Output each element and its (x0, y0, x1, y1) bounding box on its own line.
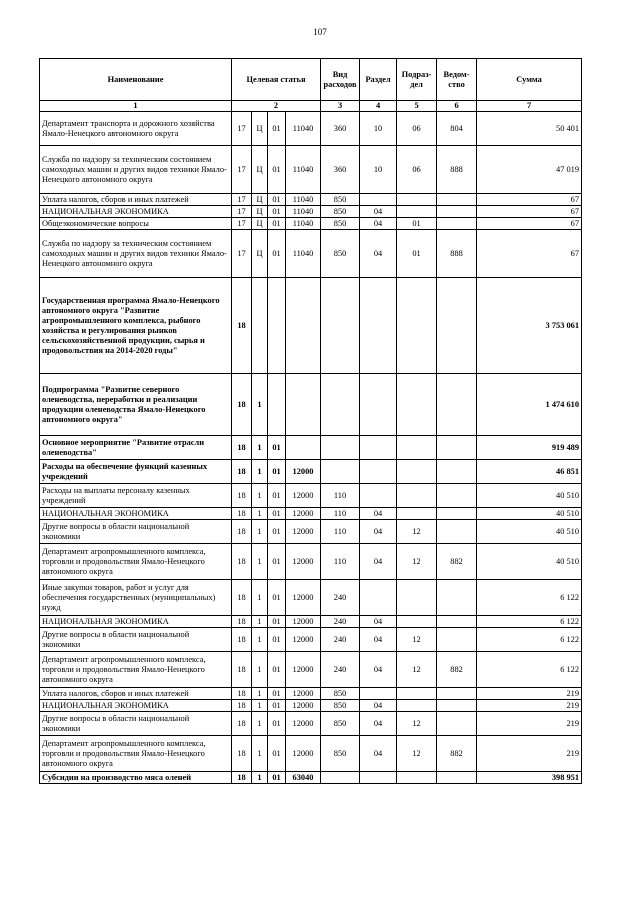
index-cell: 4 (360, 101, 397, 112)
cell-vedomstvo (437, 712, 477, 736)
table-row (40, 230, 582, 278)
cell-b: Ц (252, 206, 268, 218)
cell-vedomstvo: 888 (437, 230, 477, 278)
cell-c: 01 (268, 688, 286, 700)
table-row (40, 146, 582, 194)
cell-d: 12000 (286, 544, 321, 580)
cell-summa: 50 401 (477, 112, 582, 146)
cell-podrazdel (397, 436, 437, 460)
cell-razdel: 04 (360, 218, 397, 230)
cell-d: 11040 (286, 230, 321, 278)
cell-a: 17 (232, 230, 252, 278)
cell-vid: 850 (321, 736, 360, 772)
cell-c (268, 374, 286, 436)
cell-vid: 850 (321, 218, 360, 230)
cell-vedomstvo (437, 508, 477, 520)
cell-razdel (360, 484, 397, 508)
cell-vedomstvo (437, 218, 477, 230)
table-row (40, 712, 582, 736)
cell-name: Другие вопросы в области национальной экономики (40, 712, 232, 736)
cell-podrazdel: 06 (397, 146, 437, 194)
cell-c: 01 (268, 194, 286, 206)
table-row (40, 772, 582, 784)
cell-name: НАЦИОНАЛЬНАЯ ЭКОНОМИКА (40, 206, 232, 218)
header-target: Целевая статья (232, 59, 321, 101)
cell-podrazdel: 12 (397, 520, 437, 544)
table-row (40, 544, 582, 580)
table-row (40, 218, 582, 230)
cell-podrazdel (397, 688, 437, 700)
cell-vedomstvo (437, 484, 477, 508)
table-row (40, 700, 582, 712)
cell-b: 1 (252, 580, 268, 616)
cell-a: 18 (232, 616, 252, 628)
table-row (40, 374, 582, 436)
cell-razdel: 04 (360, 520, 397, 544)
cell-b: 1 (252, 700, 268, 712)
cell-d: 11040 (286, 112, 321, 146)
cell-c: 01 (268, 112, 286, 146)
cell-summa: 6 122 (477, 652, 582, 688)
cell-podrazdel (397, 580, 437, 616)
cell-vedomstvo (437, 700, 477, 712)
cell-vedomstvo (437, 278, 477, 374)
cell-a: 18 (232, 652, 252, 688)
cell-vedomstvo (437, 374, 477, 436)
cell-c: 01 (268, 772, 286, 784)
cell-c: 01 (268, 628, 286, 652)
cell-razdel: 04 (360, 736, 397, 772)
cell-podrazdel: 12 (397, 628, 437, 652)
cell-podrazdel (397, 194, 437, 206)
cell-c: 01 (268, 484, 286, 508)
cell-b: Ц (252, 146, 268, 194)
cell-name: НАЦИОНАЛЬНАЯ ЭКОНОМИКА (40, 508, 232, 520)
cell-a: 18 (232, 520, 252, 544)
cell-podrazdel: 12 (397, 712, 437, 736)
cell-b: 1 (252, 460, 268, 484)
cell-c: 01 (268, 436, 286, 460)
cell-summa: 398 951 (477, 772, 582, 784)
table-row (40, 616, 582, 628)
cell-vid (321, 374, 360, 436)
cell-summa: 6 122 (477, 616, 582, 628)
index-cell: 6 (437, 101, 477, 112)
header-name: Наименование (40, 59, 232, 101)
cell-c: 01 (268, 700, 286, 712)
cell-a: 18 (232, 628, 252, 652)
cell-podrazdel: 12 (397, 652, 437, 688)
cell-name: Расходы на выплаты персоналу казенных учреждений (40, 484, 232, 508)
cell-d: 12000 (286, 484, 321, 508)
cell-b: 1 (252, 484, 268, 508)
cell-c: 01 (268, 508, 286, 520)
cell-name: Расходы на обеспечение функций казенных учреждений (40, 460, 232, 484)
cell-a: 17 (232, 146, 252, 194)
cell-a: 18 (232, 544, 252, 580)
cell-vid: 110 (321, 508, 360, 520)
index-cell: 1 (40, 101, 232, 112)
cell-d: 12000 (286, 712, 321, 736)
cell-d: 12000 (286, 580, 321, 616)
cell-d: 12000 (286, 628, 321, 652)
cell-razdel: 04 (360, 628, 397, 652)
cell-name: Основное мероприятие "Развитие отрасли оленеводства" (40, 436, 232, 460)
cell-name: Иные закупки товаров, работ и услуг для обеспечения государственных (муниципальных) нужд (40, 580, 232, 616)
table-row (40, 112, 582, 146)
header-amount: Сумма (477, 59, 582, 101)
cell-summa: 46 851 (477, 460, 582, 484)
cell-name: НАЦИОНАЛЬНАЯ ЭКОНОМИКА (40, 616, 232, 628)
cell-razdel (360, 772, 397, 784)
cell-summa: 67 (477, 230, 582, 278)
cell-b: Ц (252, 112, 268, 146)
cell-name: Департамент агропромышленного комплекса, торговли и продовольствия Ямало-Ненецкого автономного округа (40, 736, 232, 772)
cell-b: 1 (252, 508, 268, 520)
cell-razdel (360, 436, 397, 460)
index-row (40, 101, 582, 112)
cell-podrazdel: 01 (397, 218, 437, 230)
cell-d: 12000 (286, 652, 321, 688)
cell-d: 12000 (286, 616, 321, 628)
header-section: Раздел (360, 59, 397, 101)
cell-name: Служба по надзору за техническим состоянием самоходных машин и других видов техники Ямало-Ненецкого автономного округа (40, 146, 232, 194)
table-row (40, 484, 582, 508)
cell-razdel (360, 460, 397, 484)
cell-d: 12000 (286, 688, 321, 700)
cell-name: Уплата налогов, сборов и иных платежей (40, 194, 232, 206)
cell-c: 01 (268, 712, 286, 736)
cell-a: 18 (232, 484, 252, 508)
cell-podrazdel (397, 206, 437, 218)
cell-d: 11040 (286, 206, 321, 218)
table-row (40, 206, 582, 218)
cell-c: 01 (268, 616, 286, 628)
cell-vid: 850 (321, 700, 360, 712)
cell-b: Ц (252, 194, 268, 206)
cell-d (286, 436, 321, 460)
table-row (40, 194, 582, 206)
cell-d: 12000 (286, 508, 321, 520)
cell-podrazdel: 12 (397, 736, 437, 772)
cell-d: 63040 (286, 772, 321, 784)
cell-b: 1 (252, 616, 268, 628)
cell-name: Субсидии на производство мяса оленей (40, 772, 232, 784)
cell-summa: 40 510 (477, 544, 582, 580)
cell-d: 12000 (286, 736, 321, 772)
cell-a: 18 (232, 688, 252, 700)
cell-vid: 850 (321, 712, 360, 736)
cell-summa: 1 474 610 (477, 374, 582, 436)
cell-razdel: 04 (360, 652, 397, 688)
header-row (40, 59, 582, 101)
table-row (40, 736, 582, 772)
cell-podrazdel (397, 374, 437, 436)
cell-b: 1 (252, 772, 268, 784)
cell-vedomstvo (437, 688, 477, 700)
cell-vid: 240 (321, 580, 360, 616)
table-row (40, 652, 582, 688)
table-row (40, 436, 582, 460)
cell-vedomstvo (437, 580, 477, 616)
header-subsection: Подраз-дел (397, 59, 437, 101)
cell-c: 01 (268, 230, 286, 278)
cell-vedomstvo (437, 460, 477, 484)
cell-vedomstvo (437, 206, 477, 218)
cell-summa: 219 (477, 736, 582, 772)
cell-summa: 67 (477, 218, 582, 230)
cell-b: 1 (252, 688, 268, 700)
cell-summa: 40 510 (477, 508, 582, 520)
cell-c: 01 (268, 218, 286, 230)
cell-razdel (360, 688, 397, 700)
cell-name: Департамент агропромышленного комплекса, торговли и продовольствия Ямало-Ненецкого автономного округа (40, 652, 232, 688)
index-cell: 2 (232, 101, 321, 112)
cell-c (268, 278, 286, 374)
cell-c: 01 (268, 580, 286, 616)
cell-summa: 67 (477, 206, 582, 218)
cell-razdel: 10 (360, 112, 397, 146)
cell-vid: 850 (321, 230, 360, 278)
cell-d (286, 278, 321, 374)
cell-vid: 110 (321, 544, 360, 580)
cell-c: 01 (268, 460, 286, 484)
cell-a: 17 (232, 112, 252, 146)
cell-a: 18 (232, 700, 252, 712)
cell-vedomstvo (437, 520, 477, 544)
cell-razdel (360, 580, 397, 616)
cell-c: 01 (268, 544, 286, 580)
cell-d: 12000 (286, 700, 321, 712)
cell-razdel: 04 (360, 712, 397, 736)
cell-vid (321, 436, 360, 460)
cell-podrazdel: 12 (397, 544, 437, 580)
cell-vid (321, 772, 360, 784)
table-row (40, 688, 582, 700)
cell-d (286, 374, 321, 436)
cell-b: 1 (252, 712, 268, 736)
cell-name: Другие вопросы в области национальной экономики (40, 520, 232, 544)
cell-a: 18 (232, 374, 252, 436)
cell-razdel: 10 (360, 146, 397, 194)
cell-d: 11040 (286, 194, 321, 206)
cell-vedomstvo (437, 194, 477, 206)
cell-a: 18 (232, 772, 252, 784)
cell-summa: 6 122 (477, 580, 582, 616)
cell-a: 18 (232, 460, 252, 484)
index-cell: 5 (397, 101, 437, 112)
cell-summa: 6 122 (477, 628, 582, 652)
cell-b: 1 (252, 652, 268, 688)
cell-vid: 850 (321, 194, 360, 206)
cell-c: 01 (268, 520, 286, 544)
cell-razdel: 04 (360, 508, 397, 520)
cell-vid: 850 (321, 688, 360, 700)
cell-vedomstvo (437, 616, 477, 628)
cell-d: 12000 (286, 460, 321, 484)
cell-summa: 40 510 (477, 484, 582, 508)
cell-a: 17 (232, 218, 252, 230)
cell-b: 1 (252, 628, 268, 652)
cell-name: Государственная программа Ямало-Ненецкого автономного округа "Развитие агропромышленного комплекса, рыбного хозяйства и регулирования рынков сельскохозяйственной продукции, сырья и продовольствия на 2014-2020 годы" (40, 278, 232, 374)
cell-name: Уплата налогов, сборов и иных платежей (40, 688, 232, 700)
budget-table (39, 58, 582, 784)
table-row (40, 508, 582, 520)
cell-b: Ц (252, 218, 268, 230)
cell-a: 17 (232, 206, 252, 218)
cell-c: 01 (268, 146, 286, 194)
cell-b: 1 (252, 436, 268, 460)
cell-b: 1 (252, 374, 268, 436)
cell-c: 01 (268, 736, 286, 772)
cell-c: 01 (268, 652, 286, 688)
index-cell: 3 (321, 101, 360, 112)
cell-podrazdel: 06 (397, 112, 437, 146)
cell-vid: 360 (321, 146, 360, 194)
cell-vid (321, 278, 360, 374)
table-row (40, 460, 582, 484)
cell-podrazdel (397, 508, 437, 520)
cell-razdel: 04 (360, 616, 397, 628)
cell-a: 18 (232, 278, 252, 374)
cell-vedomstvo (437, 628, 477, 652)
cell-vedomstvo: 804 (437, 112, 477, 146)
header-department: Ведом-ство (437, 59, 477, 101)
cell-a: 18 (232, 436, 252, 460)
cell-vid: 240 (321, 616, 360, 628)
cell-b: 1 (252, 736, 268, 772)
cell-vid: 110 (321, 520, 360, 544)
cell-b: 1 (252, 544, 268, 580)
cell-b: Ц (252, 230, 268, 278)
cell-summa: 219 (477, 700, 582, 712)
cell-a: 18 (232, 508, 252, 520)
cell-summa: 219 (477, 712, 582, 736)
cell-vedomstvo (437, 772, 477, 784)
cell-b: 1 (252, 520, 268, 544)
cell-razdel: 04 (360, 206, 397, 218)
cell-razdel: 04 (360, 544, 397, 580)
cell-d: 11040 (286, 218, 321, 230)
cell-summa: 3 753 061 (477, 278, 582, 374)
cell-vedomstvo (437, 436, 477, 460)
cell-vid: 360 (321, 112, 360, 146)
cell-name: Департамент транспорта и дорожного хозяйства Ямало-Ненецкого автономного округа (40, 112, 232, 146)
cell-vid: 240 (321, 652, 360, 688)
cell-vedomstvo: 888 (437, 146, 477, 194)
cell-podrazdel (397, 700, 437, 712)
cell-d: 12000 (286, 520, 321, 544)
cell-summa: 67 (477, 194, 582, 206)
header-expense-type: Вид расходов (321, 59, 360, 101)
cell-vedomstvo: 882 (437, 652, 477, 688)
cell-podrazdel (397, 772, 437, 784)
cell-razdel (360, 278, 397, 374)
cell-name: Другие вопросы в области национальной экономики (40, 628, 232, 652)
cell-podrazdel (397, 278, 437, 374)
cell-a: 18 (232, 580, 252, 616)
cell-razdel: 04 (360, 700, 397, 712)
cell-summa: 40 510 (477, 520, 582, 544)
cell-summa: 919 489 (477, 436, 582, 460)
cell-summa: 219 (477, 688, 582, 700)
cell-vedomstvo: 882 (437, 736, 477, 772)
cell-name: Подпрограмма "Развитие северного оленеводства, переработки и реализации продукции оленеводства Ямало-Ненецкого автономного округа" (40, 374, 232, 436)
table-row (40, 520, 582, 544)
cell-a: 17 (232, 194, 252, 206)
page-number: 107 (313, 27, 327, 37)
cell-vid: 240 (321, 628, 360, 652)
cell-razdel: 04 (360, 230, 397, 278)
cell-a: 18 (232, 736, 252, 772)
cell-vid: 850 (321, 206, 360, 218)
cell-c: 01 (268, 206, 286, 218)
cell-podrazdel (397, 460, 437, 484)
cell-podrazdel: 01 (397, 230, 437, 278)
cell-razdel (360, 194, 397, 206)
cell-d: 11040 (286, 146, 321, 194)
cell-b (252, 278, 268, 374)
cell-vedomstvo: 882 (437, 544, 477, 580)
index-cell: 7 (477, 101, 582, 112)
table-row (40, 580, 582, 616)
table-row (40, 628, 582, 652)
cell-podrazdel (397, 616, 437, 628)
cell-name: НАЦИОНАЛЬНАЯ ЭКОНОМИКА (40, 700, 232, 712)
cell-name: Департамент агропромышленного комплекса, торговли и продовольствия Ямало-Ненецкого автономного округа (40, 544, 232, 580)
cell-vid (321, 460, 360, 484)
cell-podrazdel (397, 484, 437, 508)
table-row (40, 278, 582, 374)
cell-name: Служба по надзору за техническим состоянием самоходных машин и других видов техники Ямало-Ненецкого автономного округа (40, 230, 232, 278)
cell-name: Общеэкономические вопросы (40, 218, 232, 230)
cell-summa: 47 019 (477, 146, 582, 194)
cell-a: 18 (232, 712, 252, 736)
cell-vid: 110 (321, 484, 360, 508)
cell-razdel (360, 374, 397, 436)
